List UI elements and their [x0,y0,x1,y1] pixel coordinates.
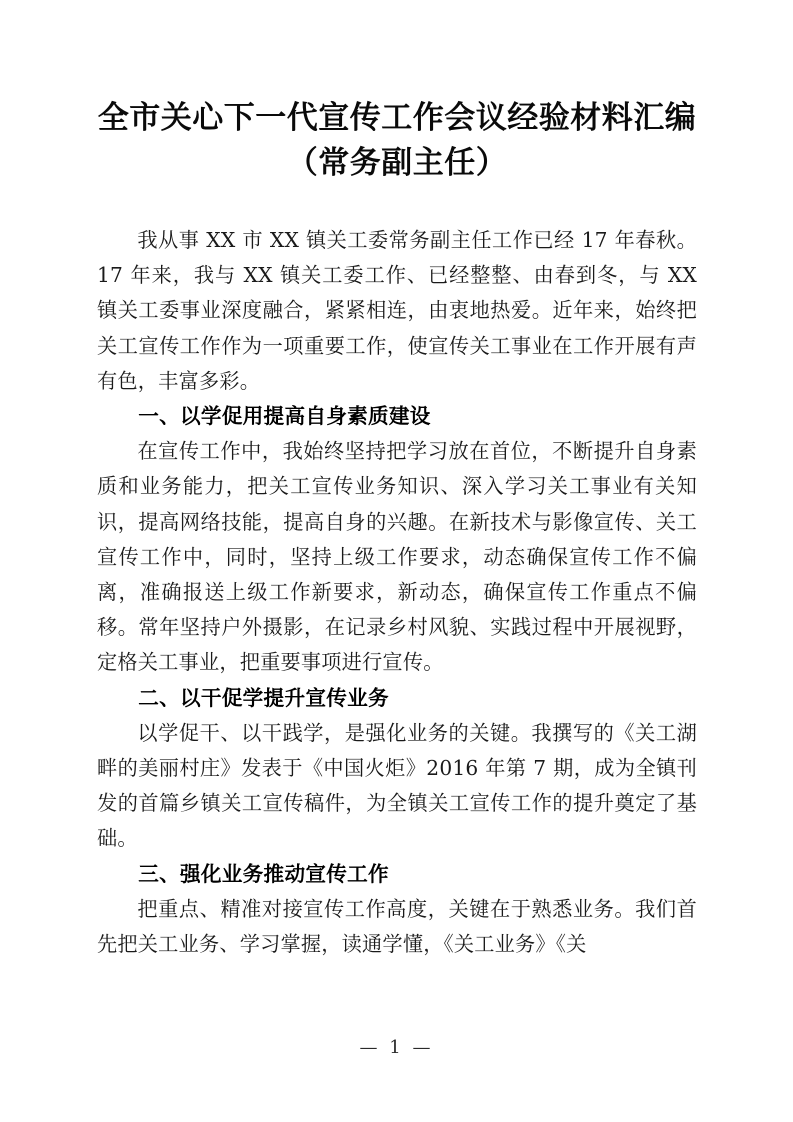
section-3-paragraph: 把重点、精准对接宣传工作高度，关键在于熟悉业务。我们首先把关工业务、学习掌握，读通学懂，《关工业务》《关 [97,896,697,957]
page-footer: — 1 — [359,1037,434,1058]
section-heading-3: 三、强化业务推动宣传工作 [138,861,389,886]
section-heading-1: 一、以学促用提高自身素质建设 [138,404,431,429]
page-title: 全市关心下一代宣传工作会议经验材料汇编（常务副主任） [97,100,697,181]
document-content [97,0,697,962]
section-2-paragraph: 以学促干、以干践学，是强化业务的关键。我撰写的《关工湖畔的美丽村庄》发表于《中国火炬》2016 年第 7 期，成为全镇刊发的首篇乡镇关工宣传稿件，为全镇关工宣传工作的提升奠定了基础。 [97,720,697,851]
intro-paragraph: 我从事 XX 市 XX 镇关工委常务副主任工作已经 17 年春秋。17 年来，我与 XX 镇关工委工作、已经整整、由春到冬，与 XX 镇关工委事业深度融合，紧紧相连，由衷地热爱。近年来，始终把关工宣传工作作为一项重要工作，使宣传关工事业在工作开展有声有色，丰富多彩。 [97,228,697,393]
section-1-paragraph: 在宣传工作中，我始终坚持把学习放在首位，不断提升自身素质和业务能力，把关工宣传业务知识、深入学习关工事业有关知识，提高网络技能，提高自身的兴趣。在新技术与影像宣传、关工宣传工作中，同时，坚持上级工作要求，动态确保宣传工作不偏离，准确报送上级工作新要求，新动态，确保宣传工作重点不偏移。常年坚持户外摄影，在记录乡村风貌、实践过程中开展视野，定格关工事业，把重要事项进行宣传。 [97,439,697,675]
section-heading-2: 二、以干促学提升宣传业务 [138,685,389,710]
